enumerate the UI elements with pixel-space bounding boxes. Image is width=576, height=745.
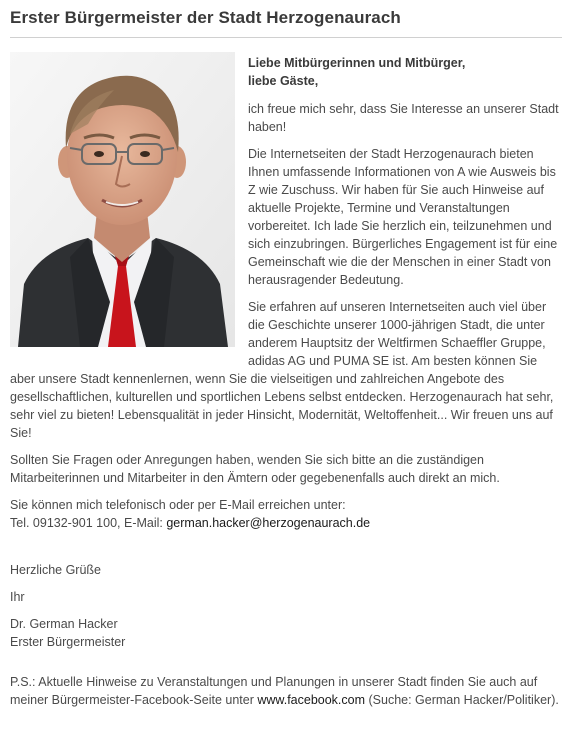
paragraph-city-history: Sie erfahren auf unseren Internetseiten auch viel über die Geschichte unserer 1000-jährigen Stadt, die unter anderem Hauptsitz der Weltfirmen Schaeffler Gruppe, adidas AG und PUMA SE ist. Am besten können Sie aber unsere Stadt kennenlernen, wenn Sie die vielseitigen und zahlreichen Angebote des gesellschaftlichen, kulturellen und sportlichen Lebens selbst entdecken. Herzogenaurach hat sehr, sehr viel zu bieten! Lebensqualität in jeder Hinsicht, Modernität, Weltoffenheit... Wir freuen uns auf Sie!	[10, 300, 554, 440]
contact-block	[10, 496, 562, 532]
page-title: Erster Bürgermeister der Stadt Herzogenaurach	[10, 8, 401, 27]
postscript-text: P.S.: Aktuelle Hinweise zu Veranstaltungen und Planungen in unserer Stadt finden Sie auch auf meiner Bürgermeister-Facebook-Seite unter	[10, 675, 538, 707]
postscript-suffix: (Suche: German Hacker/Politiker).	[365, 693, 559, 707]
paragraph-website-info: Die Internetseiten der Stadt Herzogenaurach bieten Ihnen umfassende Informationen von A wie Ausweis bis Z wie Zuschuss. Wir haben für Sie auch Hinweise auf aktuelle Projekte, Termine und Veranstaltungen vorbereitet. Ich lade Sie herzlich ein, teilzunehmen und sich einzubringen. Bürgerliches Engagement ist für eine Gemeinschaft wie die der Menschen in einer Stadt von herausragender Bedeutung.	[248, 147, 558, 287]
signature-title: Erster Bürgermeister	[10, 635, 126, 649]
letter-content	[10, 52, 562, 709]
closing-regards: Herzliche Grüße	[10, 563, 101, 577]
greeting-line-2: liebe Gäste,	[248, 74, 319, 88]
contact-phone: Tel. 09132-901 100, E-Mail:	[10, 516, 167, 530]
spacer	[10, 541, 562, 561]
page	[10, 0, 562, 718]
signature	[10, 615, 562, 651]
email-link[interactable]: german.hacker@herzogenaurach.de	[166, 516, 371, 530]
postscript	[10, 673, 562, 709]
paragraph-welcome: ich freue mich sehr, dass Sie Interesse an unserer Stadt haben!	[248, 102, 559, 134]
title-divider	[10, 37, 562, 38]
closing-block	[10, 561, 562, 651]
facebook-link[interactable]: www.facebook.com	[257, 693, 366, 707]
signature-name: Dr. German Hacker	[10, 617, 118, 631]
portrait-photo-icon	[10, 52, 235, 347]
contact-intro: Sie können mich telefonisch oder per E-Mail erreichen unter:	[10, 498, 346, 512]
closing-yours: Ihr	[10, 590, 25, 604]
greeting-line-1: Liebe Mitbürgerinnen und Mitbürger,	[248, 56, 466, 70]
paragraph-questions: Sollten Sie Fragen oder Anregungen haben, wenden Sie sich bitte an die zuständigen Mitarbeiterinnen und Mitarbeiter in den Ämtern oder gegebenenfalls auch direkt an mich.	[10, 453, 500, 485]
